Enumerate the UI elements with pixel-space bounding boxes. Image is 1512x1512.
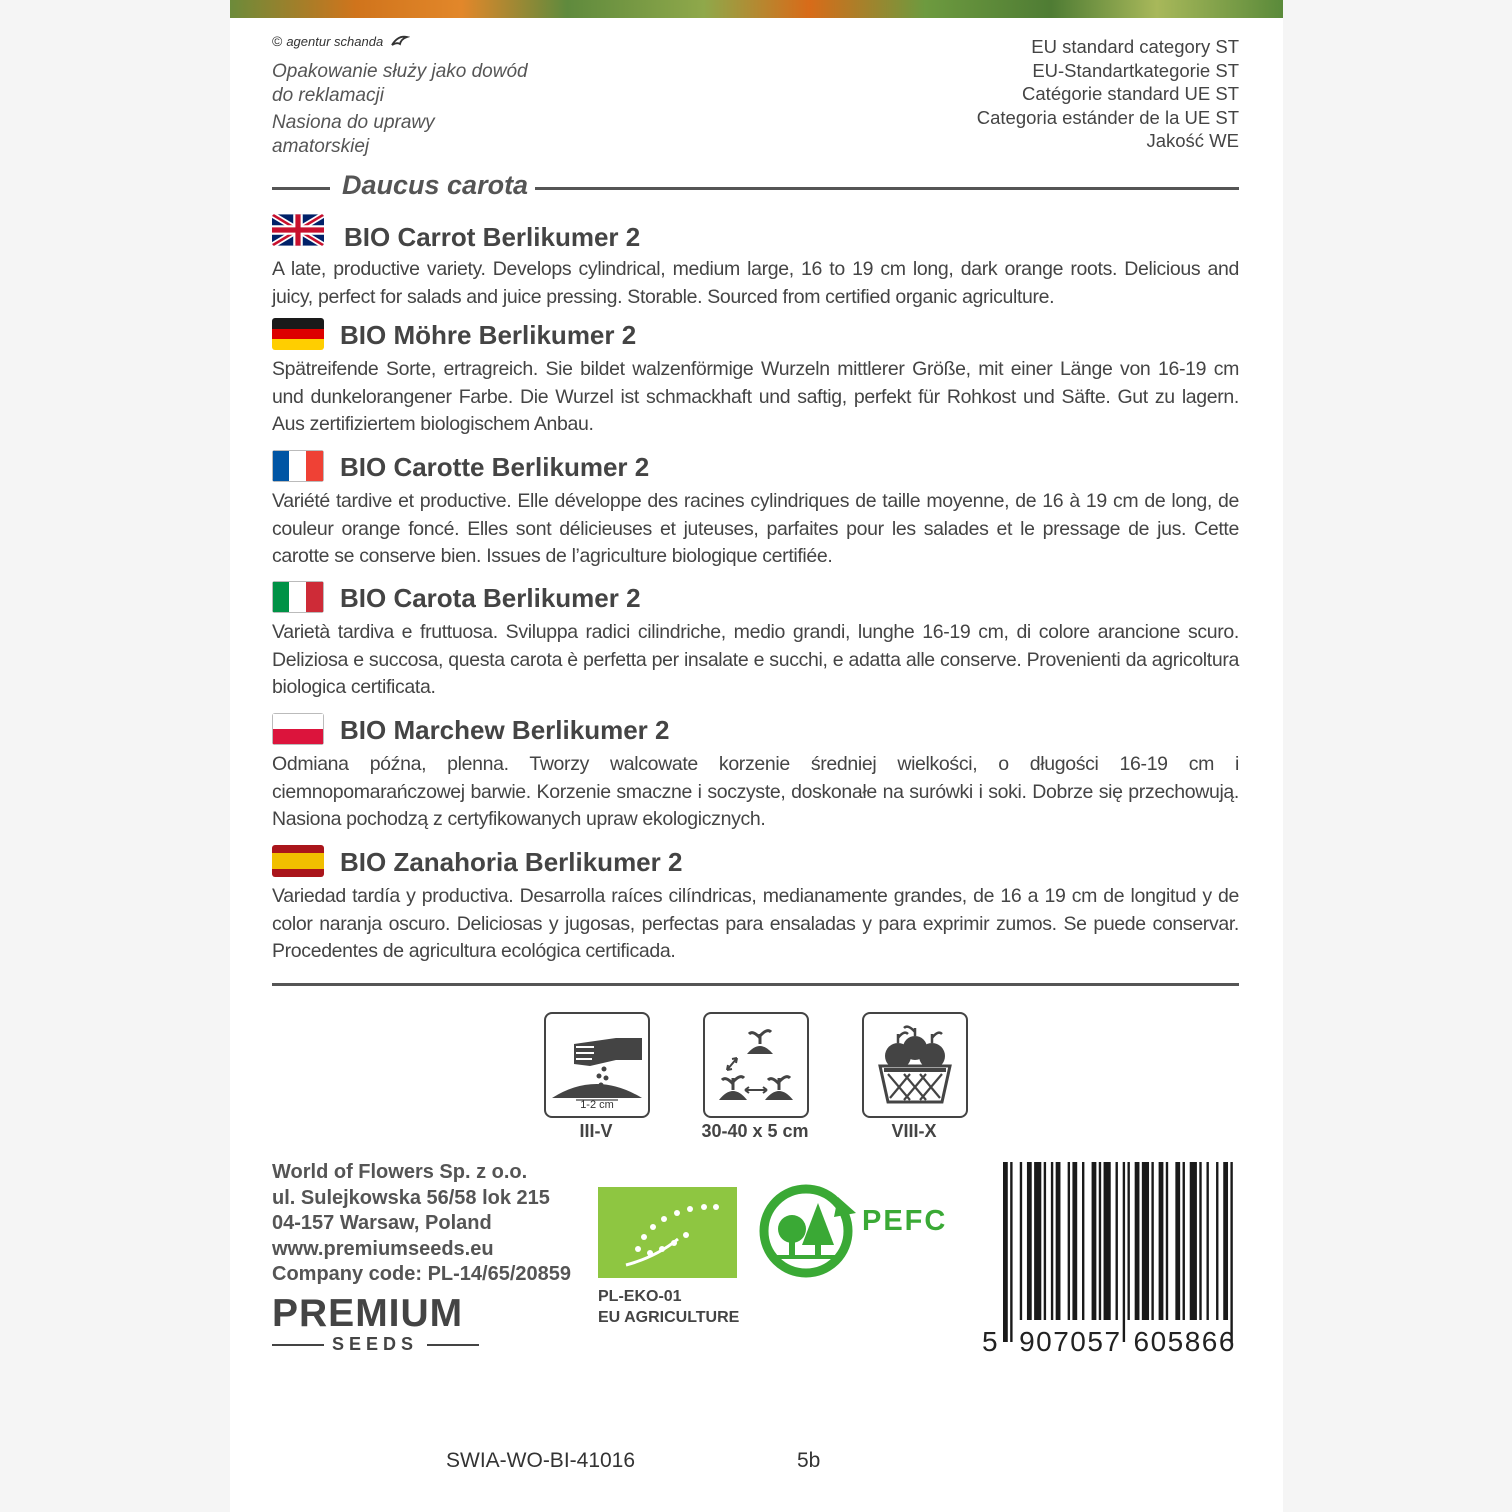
sowing-icon-box	[544, 1012, 650, 1118]
section-pl	[272, 713, 1239, 834]
section-it	[272, 581, 1239, 702]
barcode-bar	[1216, 1162, 1218, 1320]
barcode-bar	[1068, 1162, 1070, 1320]
copyright-text: agentur schanda	[286, 34, 384, 49]
species-heading	[272, 170, 1239, 202]
section-fr	[272, 450, 1239, 571]
barcode-bar	[1183, 1162, 1185, 1320]
eu-category-pl: Jakość WE	[1146, 130, 1239, 151]
eu-organic-code	[598, 1286, 739, 1328]
barcode-bar	[1151, 1162, 1153, 1320]
harvest-basket-icon	[864, 1014, 966, 1116]
section-es-text: Variedad tardía y productiva. Desarrolla raíces cilíndricas, medianamente grandes, de 16 a 19 cm de longitud y de color naranja oscuro. Deliciosas y jugosas, perfectas para ensaladas y para exprimir zumos. Se puede conservar. Procedentes de agricultura ecológica certificada.	[272, 885, 1239, 962]
barcode-bar	[1044, 1162, 1046, 1320]
barcode-bar	[1051, 1162, 1053, 1320]
barcode-bar	[1135, 1162, 1140, 1320]
uk-flag-icon	[272, 214, 324, 246]
barcode-bar	[1082, 1162, 1084, 1320]
barcode-group-2: 605866	[1133, 1326, 1236, 1357]
barcode-bar	[1223, 1162, 1228, 1320]
eu-category-de: EU-Standartkategorie ST	[1032, 59, 1239, 81]
section-pl-title: BIO Marchew Berlikumer 2	[340, 715, 670, 745]
section-it-title: BIO Carota Berlikumer 2	[340, 583, 641, 613]
spacing-icon-box	[703, 1012, 809, 1118]
company-address	[272, 1160, 571, 1288]
barcode-bar	[1159, 1162, 1164, 1320]
company-name: World of Flowers Sp. z o.o.	[272, 1161, 528, 1183]
pefc-logo	[758, 1183, 948, 1284]
section-pl-text: Odmiana późna, plenna. Tworzy walcowate korzenie średniej wielkości, o długości 16-19 cm i ciemnopomarańczowej barwie. Korzenie smaczne i soczyste, doskonałe na surówki i soki. Dobrze się przechowują. Nasiona pochodzą z certyfikowanych upraw ekologicznych.	[272, 753, 1239, 830]
barcode-bar	[1199, 1162, 1201, 1320]
italy-flag-icon	[272, 581, 324, 613]
barcode-bar	[1104, 1162, 1111, 1320]
eu-organic-leaf-icon	[598, 1187, 737, 1278]
sowing-period-label: III-V	[579, 1121, 613, 1141]
company-website: www.premiumseeds.eu	[272, 1237, 494, 1260]
section-divider	[272, 983, 1239, 986]
france-flag-icon	[272, 450, 324, 482]
eu-organic-logo	[598, 1187, 737, 1278]
species-rule-left	[272, 187, 330, 190]
barcode-bar	[1020, 1162, 1022, 1320]
section-en-title: BIO Carrot Berlikumer 2	[344, 222, 641, 252]
brand-seeds: SEEDS	[332, 1334, 419, 1354]
pefc-text: PEFC	[862, 1205, 948, 1237]
eu-category-en: EU standard category ST	[1031, 36, 1239, 57]
copyright-line	[272, 33, 410, 49]
amateur-note: Nasiona do uprawy amatorskiej	[272, 112, 435, 157]
seed-packet-back	[230, 0, 1283, 1512]
ean-barcode	[1003, 1162, 1240, 1342]
company-street: ul. Sulejkowska 56/58 lok 215	[272, 1186, 550, 1209]
germany-flag-icon	[272, 318, 324, 350]
harvest-icon-box	[862, 1012, 968, 1118]
barcode-bar	[1056, 1162, 1061, 1320]
section-es	[272, 845, 1239, 966]
species-name: Daucus carota	[342, 170, 529, 200]
section-es-title: BIO Zanahoria Berlikumer 2	[340, 847, 683, 877]
section-en-text: A late, productive variety. Develops cylindrical, medium large, 16 to 19 cm long, dark orange roots. Delicious and juicy, perfect for salads and juice pressing. Storable. Sourced from certified organic agriculture.	[272, 258, 1239, 308]
plant-spacing-icon	[705, 1014, 807, 1116]
barcode-first-digit: 5	[982, 1326, 1000, 1357]
barcode-group-1: 907057	[1019, 1326, 1122, 1357]
barcode-bar	[1010, 1162, 1012, 1342]
barcode-bar	[1027, 1162, 1032, 1320]
polish-notes	[272, 60, 532, 162]
eu-category-es: Categoria estánder de la UE ST	[976, 106, 1239, 128]
section-en	[272, 214, 1239, 311]
barcode-bar	[1003, 1162, 1008, 1342]
barcode-bar	[1166, 1162, 1168, 1320]
section-de-text: Spätreifende Sorte, ertragreich. Sie bildet walzenförmige Wurzeln mittlerer Größe, mit einer Länge von 16-19 cm und dunkelorangener Farbe. Die Wurzel ist schmackhaft und saftig, perfekt für Rohkost und Säfte. Gut zu lagern. Aus zertifiziertem biologischem Anbau.	[272, 358, 1239, 435]
eu-category-fr: Catégorie standard UE ST	[1022, 83, 1239, 104]
pefc-trees-icon	[758, 1183, 858, 1279]
brand-premium: PREMIUM	[272, 1292, 464, 1335]
barcode-bar	[1072, 1162, 1077, 1320]
barcode-bar	[1175, 1162, 1180, 1320]
spain-flag-icon	[272, 845, 324, 877]
copyright-icon: ©	[272, 33, 283, 49]
print-code: SWIA-WO-BI-41016	[446, 1449, 636, 1472]
species-rule-right	[535, 187, 1239, 190]
print-page: 5b	[797, 1449, 821, 1472]
company-city: 04-157 Warsaw, Poland	[272, 1212, 492, 1234]
poland-flag-icon	[272, 713, 324, 745]
barcode-bar	[1206, 1162, 1208, 1320]
complaint-note: Opakowanie służy jako dowód do reklamacji	[272, 61, 528, 106]
barcode-bar	[1092, 1162, 1097, 1320]
carrot-photo-strip	[230, 0, 1283, 18]
section-de-title: BIO Möhre Berlikumer 2	[340, 320, 637, 350]
eu-code-line-1: PL-EKO-01	[598, 1288, 682, 1305]
section-de	[272, 318, 1239, 439]
agency-logo-icon	[390, 34, 410, 48]
premium-seeds-logo	[272, 1294, 482, 1356]
section-fr-title: BIO Carotte Berlikumer 2	[340, 452, 650, 482]
section-fr-text: Variété tardive et productive. Elle développe des racines cylindriques de taille moyenne, de 16 à 19 cm de long, de couleur orange foncé. Elles sont délicieuses et juteuses, parfaites pour les salades et le pressage de jus. Cette carotte se conserve bien. Issues de l’agriculture biologique certifiée.	[272, 490, 1239, 567]
barcode-bar	[1127, 1162, 1129, 1320]
barcode-number	[982, 1326, 1236, 1358]
barcode-bar	[1099, 1162, 1101, 1320]
sowing-depth: 1-2 cm	[580, 1099, 614, 1111]
barcode-bar	[1142, 1162, 1149, 1320]
barcode-bar	[1123, 1162, 1125, 1342]
barcode-bar	[1230, 1162, 1232, 1342]
eu-category-block	[977, 35, 1239, 153]
barcode-bar	[1116, 1162, 1118, 1320]
company-code: Company code: PL-14/65/20859	[272, 1263, 572, 1285]
eu-code-line-2: EU AGRICULTURE	[598, 1309, 740, 1326]
harvest-period-label: VIII-X	[891, 1121, 937, 1141]
spacing-label: 30-40 x 5 cm	[701, 1121, 809, 1141]
barcode-bar	[1034, 1162, 1041, 1320]
section-it-text: Varietà tardiva e fruttuosa. Sviluppa radici cilindriche, medio grandi, lunghe 16-19 cm, di colore arancione scuro. Deliziosa e succosa, questa carota è perfetta per insalate e succhi, e adatta alle conserve. Provenienti da agricoltura biologica certificata.	[272, 621, 1239, 698]
barcode-bar	[1190, 1162, 1197, 1320]
